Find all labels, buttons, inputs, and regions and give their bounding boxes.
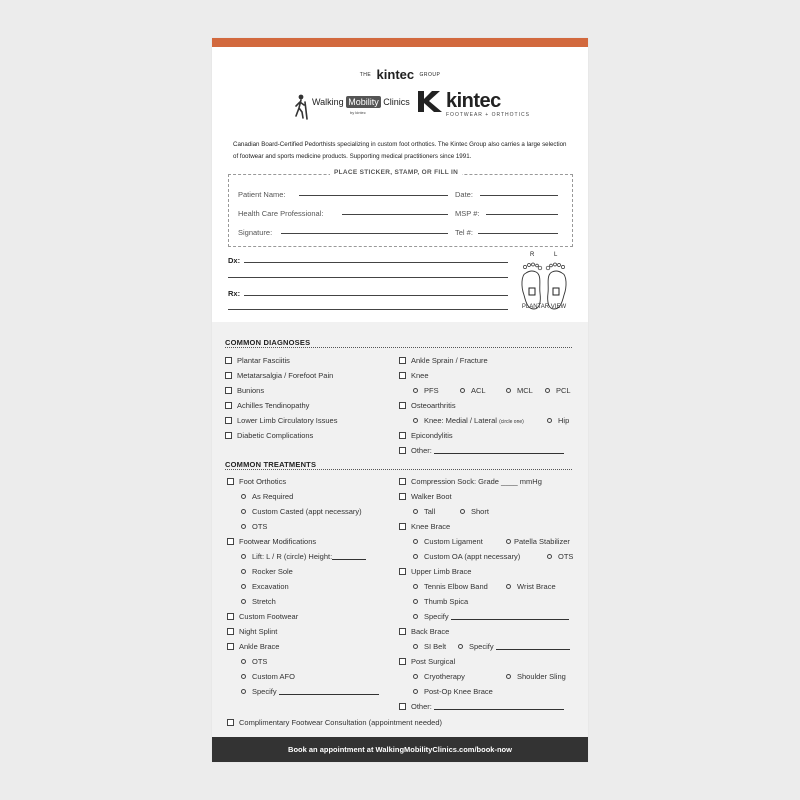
tx-ul-tennis[interactable]: Tennis Elbow Band [413, 582, 488, 591]
dx-label: Dx: [228, 256, 241, 265]
tx-knee-brace[interactable]: Knee Brace [399, 522, 450, 531]
tx-ab-ots[interactable]: OTS [241, 657, 267, 666]
tx-kb-ots[interactable]: OTS [547, 552, 573, 561]
rx-line-2[interactable] [228, 309, 508, 310]
date-label: Date: [455, 190, 473, 199]
kintec-group-logo: THE kintec GROUP [359, 67, 441, 83]
signature-field[interactable] [281, 233, 448, 234]
dx-epicondylitis[interactable]: Epicondylitis [399, 431, 453, 440]
tx-night-splint[interactable]: Night Splint [227, 627, 277, 636]
patient-name-field[interactable] [299, 195, 448, 196]
dx-line-1[interactable] [244, 262, 508, 263]
tx-ankle-brace[interactable]: Ankle Brace [227, 642, 279, 651]
tx-post-surgical[interactable]: Post Surgical [399, 657, 455, 666]
booking-footer[interactable]: Book an appointment at WalkingMobilityClinics.com/book-now [212, 737, 588, 762]
patient-name-label: Patient Name: [238, 190, 286, 199]
tx-fo-ots[interactable]: OTS [241, 522, 267, 531]
tx-ul-thumb[interactable]: Thumb Spica [413, 597, 468, 606]
walker-icon [292, 94, 310, 120]
tx-upper-limb[interactable]: Upper Limb Brace [399, 567, 471, 576]
sticker-title: PLACE STICKER, STAMP, OR FILL IN [330, 169, 462, 176]
tx-ab-custom-afo[interactable]: Custom AFO [241, 672, 295, 681]
dx-knee-pcl[interactable]: PCL [545, 386, 571, 395]
walking-mobility-clinics-logo: Walking Mobility Clinics by kintec [292, 94, 412, 124]
tx-fm-rocker[interactable]: Rocker Sole [241, 567, 293, 576]
tx-kb-patella[interactable]: Patella Stabilizer [506, 537, 570, 546]
tx-kb-custom-oa[interactable]: Custom OA (appt necessary) [413, 552, 520, 561]
tx-ul-specify[interactable]: Specify [413, 612, 569, 621]
tx-kb-ligament[interactable]: Custom Ligament [413, 537, 483, 546]
dx-achilles[interactable]: Achilles Tendinopathy [225, 401, 309, 410]
tx-bb-si-belt[interactable]: SI Belt [413, 642, 446, 651]
plantar-view-caption: PLANTAR VIEW [521, 304, 567, 310]
dx-ankle-sprain[interactable]: Ankle Sprain / Fracture [399, 356, 488, 365]
msp-field[interactable] [486, 214, 558, 215]
tx-walker-tall[interactable]: Tall [413, 507, 435, 516]
dx-osteo-hip[interactable]: Hip [547, 416, 569, 425]
dx-circulatory[interactable]: Lower Limb Circulatory Issues [225, 416, 337, 425]
tx-compression[interactable]: Compression Sock: Grade ____ mmHg [399, 477, 542, 486]
tx-other[interactable]: Other: [399, 702, 564, 711]
tx-bb-specify[interactable]: Specify [458, 642, 570, 651]
dx-diabetic[interactable]: Diabetic Complications [225, 431, 313, 440]
treatments-heading: COMMON TREATMENTS [225, 460, 317, 469]
tx-ps-sling[interactable]: Shoulder Sling [506, 672, 566, 681]
dx-knee[interactable]: Knee [399, 371, 429, 380]
tx-footwear-mods[interactable]: Footwear Modifications [227, 537, 316, 546]
tx-walker-short[interactable]: Short [460, 507, 489, 516]
hcp-field[interactable] [342, 214, 448, 215]
plantar-feet-diagram[interactable]: R L [518, 252, 570, 312]
tx-walker-boot[interactable]: Walker Boot [399, 492, 452, 501]
tx-fo-custom-casted[interactable]: Custom Casted (appt necessary) [241, 507, 362, 516]
msp-label: MSP #: [455, 209, 480, 218]
diagnoses-heading: COMMON DIAGNOSES [225, 338, 311, 347]
tx-fm-excavation[interactable]: Excavation [241, 582, 289, 591]
rx-label: Rx: [228, 289, 241, 298]
kintec-mark-icon [416, 91, 444, 113]
hcp-label: Health Care Professional: [238, 209, 324, 218]
signature-label: Signature: [238, 228, 273, 237]
dx-osteo-knee[interactable]: Knee: Medial / Lateral (circle one) [413, 416, 524, 427]
rx-line-1[interactable] [244, 295, 508, 296]
dx-line-2[interactable] [228, 277, 508, 278]
tx-fm-lift[interactable]: Lift: L / R (circle) Height: [241, 552, 366, 561]
tel-field[interactable] [478, 233, 558, 234]
dx-knee-pfs[interactable]: PFS [413, 386, 439, 395]
dx-osteoarthritis[interactable]: Osteoarthritis [399, 401, 456, 410]
referral-form [212, 38, 588, 762]
dx-metatarsalgia[interactable]: Metatarsalgia / Forefoot Pain [225, 371, 333, 380]
tx-ab-specify[interactable]: Specify [241, 687, 379, 696]
dx-bunions[interactable]: Bunions [225, 386, 264, 395]
dx-knee-mcl[interactable]: MCL [506, 386, 533, 395]
intro-text: Canadian Board-Certified Pedorthists specializing in custom foot orthotics. The Kintec Group also carries a large selection of footwear and sports medicine products. Supporting medical practitioners since 1991. [233, 141, 567, 160]
diagnoses-rule [225, 347, 572, 348]
tx-custom-footwear[interactable]: Custom Footwear [227, 612, 298, 621]
accent-bar [212, 38, 588, 47]
tx-fm-stretch[interactable]: Stretch [241, 597, 276, 606]
tx-ul-wrist[interactable]: Wrist Brace [506, 582, 556, 591]
date-field[interactable] [480, 195, 558, 196]
tx-ps-cryotherapy[interactable]: Cryotherapy [413, 672, 465, 681]
tx-back-brace[interactable]: Back Brace [399, 627, 449, 636]
dx-knee-acl[interactable]: ACL [460, 386, 486, 395]
tx-fo-as-required[interactable]: As Required [241, 492, 293, 501]
tel-label: Tel #: [455, 228, 473, 237]
kintec-logo: kintec FOOTWEAR + ORTHOTICS [416, 90, 516, 122]
tx-consultation[interactable]: Complimentary Footwear Consultation (appointment needed) [227, 718, 442, 727]
dx-other[interactable]: Other: [399, 446, 564, 455]
tx-ps-knee-brace[interactable]: Post-Op Knee Brace [413, 687, 493, 696]
treatments-rule [225, 469, 572, 470]
tx-foot-orthotics[interactable]: Foot Orthotics [227, 477, 286, 486]
dx-plantar-fasciitis[interactable]: Plantar Fasciitis [225, 356, 290, 365]
